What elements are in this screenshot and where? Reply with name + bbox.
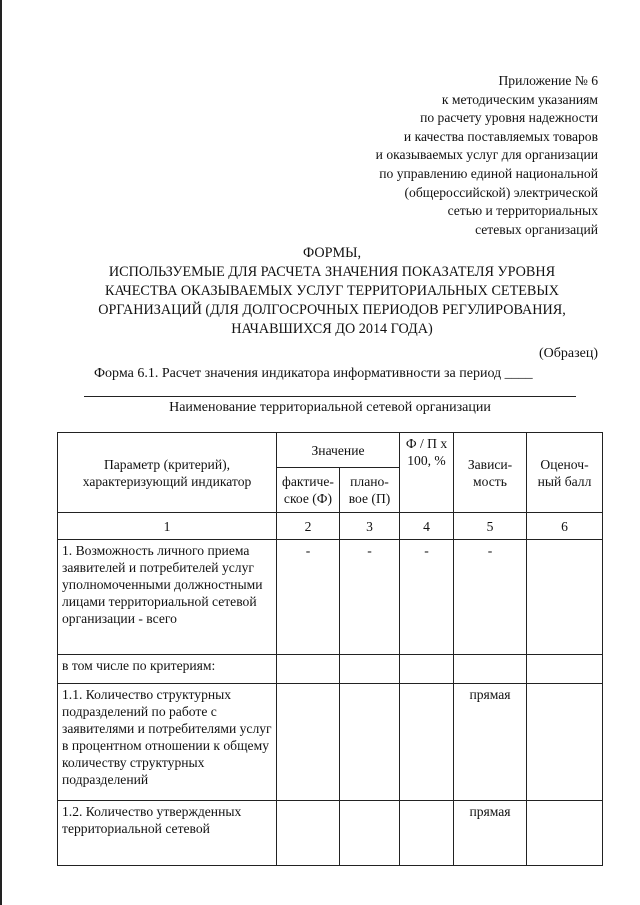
- appendix-line: и оказываемых услуг для организации: [375, 147, 598, 163]
- org-name-caption: Наименование территориальной сетевой организации: [169, 400, 491, 415]
- header-row: [58, 433, 603, 468]
- header-score: Оценоч-ный балл: [527, 433, 603, 513]
- table-row: [58, 655, 603, 684]
- dependence-cell: [454, 655, 527, 684]
- header-planned: плано-вое (П): [340, 468, 400, 513]
- actual-cell: [277, 655, 340, 684]
- planned-cell: -: [340, 540, 400, 655]
- appendix-line: к методическим указаниям: [441, 91, 598, 107]
- appendix-line: Приложение № 6: [498, 73, 598, 88]
- param-cell: 1. Возможность личного приема заявителей и потребителей услуг уполномоченными должностными лицами территориальной сетевой организации - всего: [58, 540, 277, 655]
- column-number: 6: [527, 513, 603, 540]
- appendix-line: и качества поставляемых товаров: [403, 128, 598, 144]
- dependence-cell: прямая: [454, 684, 527, 801]
- appendix-line: сетью и территориальных: [447, 203, 598, 219]
- appendix-line: (общероссийской) электрической: [404, 184, 598, 200]
- actual-cell: [277, 801, 340, 866]
- planned-cell: [340, 801, 400, 866]
- document-title: [62, 244, 602, 339]
- ratio-cell: [400, 801, 454, 866]
- column-number: 1: [58, 513, 277, 540]
- actual-cell: [277, 684, 340, 801]
- planned-cell: [340, 684, 400, 801]
- param-cell: 1.2. Количество утвержденных территориальной сетевой: [58, 801, 277, 866]
- header-dependence: Зависи-мость: [454, 433, 527, 513]
- dependence-cell: -: [454, 540, 527, 655]
- table-row: [58, 540, 603, 655]
- org-name-underline: [84, 396, 576, 397]
- appendix-block: [376, 72, 598, 239]
- ratio-cell: [400, 655, 454, 684]
- sample-label: (Образец): [538, 346, 598, 361]
- title-line: ОРГАНИЗАЦИЙ (ДЛЯ ДОЛГОСРОЧНЫХ ПЕРИОДОВ РЕГУЛИРОВАНИЯ,: [98, 302, 566, 318]
- column-number: 4: [400, 513, 454, 540]
- header-value: Значение: [277, 433, 400, 468]
- column-number: 3: [340, 513, 400, 540]
- appendix-line: по управлению единой национальной: [379, 165, 598, 181]
- column-number: 2: [277, 513, 340, 540]
- param-cell: в том числе по критериям:: [58, 655, 277, 684]
- ratio-cell: -: [400, 540, 454, 655]
- column-number: 5: [454, 513, 527, 540]
- table-row: [58, 801, 603, 866]
- indicator-table: [57, 432, 603, 866]
- title-line: ИСПОЛЬЗУЕМЫЕ ДЛЯ РАСЧЕТА ЗНАЧЕНИЯ ПОКАЗАТЕЛЯ УРОВНЯ: [108, 264, 556, 280]
- planned-cell: [340, 655, 400, 684]
- score-cell: [527, 540, 603, 655]
- header-actual: фактиче-ское (Ф): [277, 468, 340, 513]
- appendix-line: по расчету уровня надежности: [420, 110, 598, 126]
- appendix-line: сетевых организаций: [475, 221, 598, 237]
- header-param: Параметр (критерий), характеризующий индикатор: [58, 433, 277, 513]
- form-title: Форма 6.1. Расчет значения индикатора информативности за период ____: [94, 366, 533, 381]
- score-cell: [527, 655, 603, 684]
- header-ratio: Ф / П х 100, %: [400, 433, 454, 513]
- column-number-row: [58, 513, 603, 540]
- actual-cell: -: [277, 540, 340, 655]
- score-cell: [527, 801, 603, 866]
- score-cell: [527, 684, 603, 801]
- dependence-cell: прямая: [454, 801, 527, 866]
- ratio-cell: [400, 684, 454, 801]
- title-line: НАЧАВШИХСЯ ДО 2014 ГОДА): [231, 321, 433, 337]
- param-cell: 1.1. Количество структурных подразделений по работе с заявителями и потребителями услуг в процентном отношении к общему количеству структурных подразделений: [58, 684, 277, 801]
- title-line: ФОРМЫ,: [302, 245, 362, 261]
- table-row: [58, 684, 603, 801]
- title-line: КАЧЕСТВА ОКАЗЫВАЕМЫХ УСЛУГ ТЕРРИТОРИАЛЬНЫХ СЕТЕВЫХ: [104, 283, 560, 299]
